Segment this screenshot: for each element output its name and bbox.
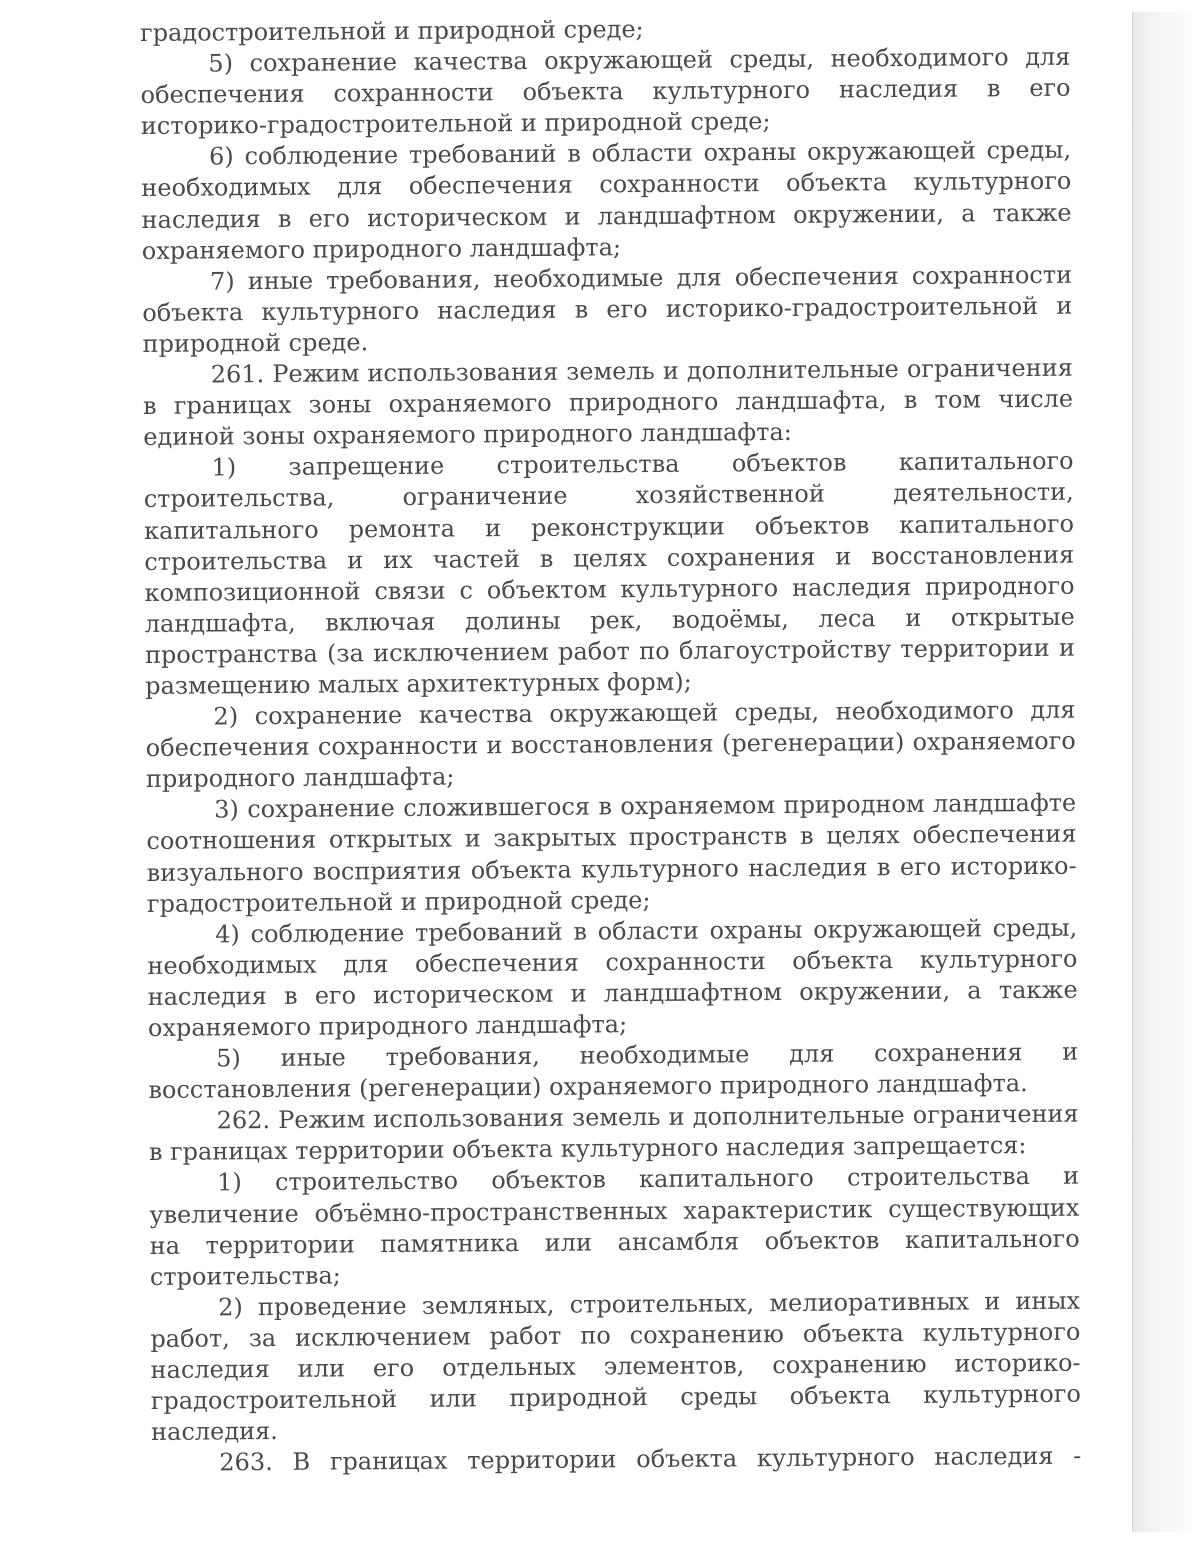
list-item-7: 7) иные требования, необходимые для обеспечения сохранности объекта культурного наследия в его историко-градостроительной и природной среде. <box>142 260 1073 358</box>
scan-page-edge <box>1132 12 1193 1532</box>
section-262-item-2: 2) проведение земляных, строительных, мелиоративных и иных работ, за исключением работ по сохранению объекта культурного наследия или его отдельных элементов, сохранению историко-градостроительной или природной среды объекта культурного наследия. <box>150 1286 1081 1447</box>
section-261-item-4: 4) соблюдение требований в области охраны окружающей среды, необходимых для обеспечения сохранности объекта культурного наследия в его историческом и ландшафтном окружении, а также охраняемого природного ландшафта; <box>147 913 1078 1042</box>
section-261: 261. Режим использования земель и дополнительные ограничения в границах зоны охраняемого природного ландшафта, в том числе единой зоны охраняемого природного ландшафта: <box>142 353 1074 452</box>
paragraph-continuation: градостроительной и природной среде; <box>140 15 644 47</box>
section-262: 262. Режим использования земель и дополнительные ограничения в границах территории объекта культурного наследия запрещается: <box>148 1099 1079 1167</box>
list-item-6: 6) соблюдение требований в области охраны окружающей среды, необходимых для обеспечения сохранности объекта культурного наследия в его историческом и ландшафтном окружении, а также охраняемого природного ландшафта; <box>141 136 1072 265</box>
section-261-item-5: 5) иные требования, необходимые для сохранения и восстановления (регенерации) охраняемого природного ландшафта. <box>148 1037 1079 1105</box>
document-text <box>140 11 1081 1480</box>
section-263: 263. В границах территории объекта культурного наследия - <box>219 1441 1082 1477</box>
list-item-5: 5) сохранение качества окружающей среды, необходимого для обеспечения сохранности объекта культурного наследия в его историко-градостроительной и природной среде; <box>140 42 1071 141</box>
section-261-item-2: 2) сохранение качества окружающей среды, необходимого для обеспечения сохранности и восстановления (регенерации) охраняемого природного ландшафта; <box>145 695 1076 794</box>
section-261-item-1: 1) запрещение строительства объектов капитального строительства, ограничение хозяйственной деятельности, капитального ремонта и реконструкции объектов капитального строительства и их частей в целях сохранения и восстановления композиционной связи с объектом культурного наследия природного ландшафта, включая долины рек, водоёмы, леса и открытые пространства (за исключением работ по благоустройству территории и размещению малых архитектурных форм); <box>143 446 1076 700</box>
section-261-item-3: 3) сохранение сложившегося в охраняемом природном ландшафте соотношения открытых и закрытых пространств в целях обеспечения визуального восприятия объекта культурного наследия в его историко-градостроительной и природной среде; <box>146 789 1077 918</box>
section-262-item-1: 1) строительство объектов капитального строительства и увеличение объёмно-пространственных характеристик существующих на территории памятника или ансамбля объектов капитального строительства; <box>149 1162 1080 1291</box>
